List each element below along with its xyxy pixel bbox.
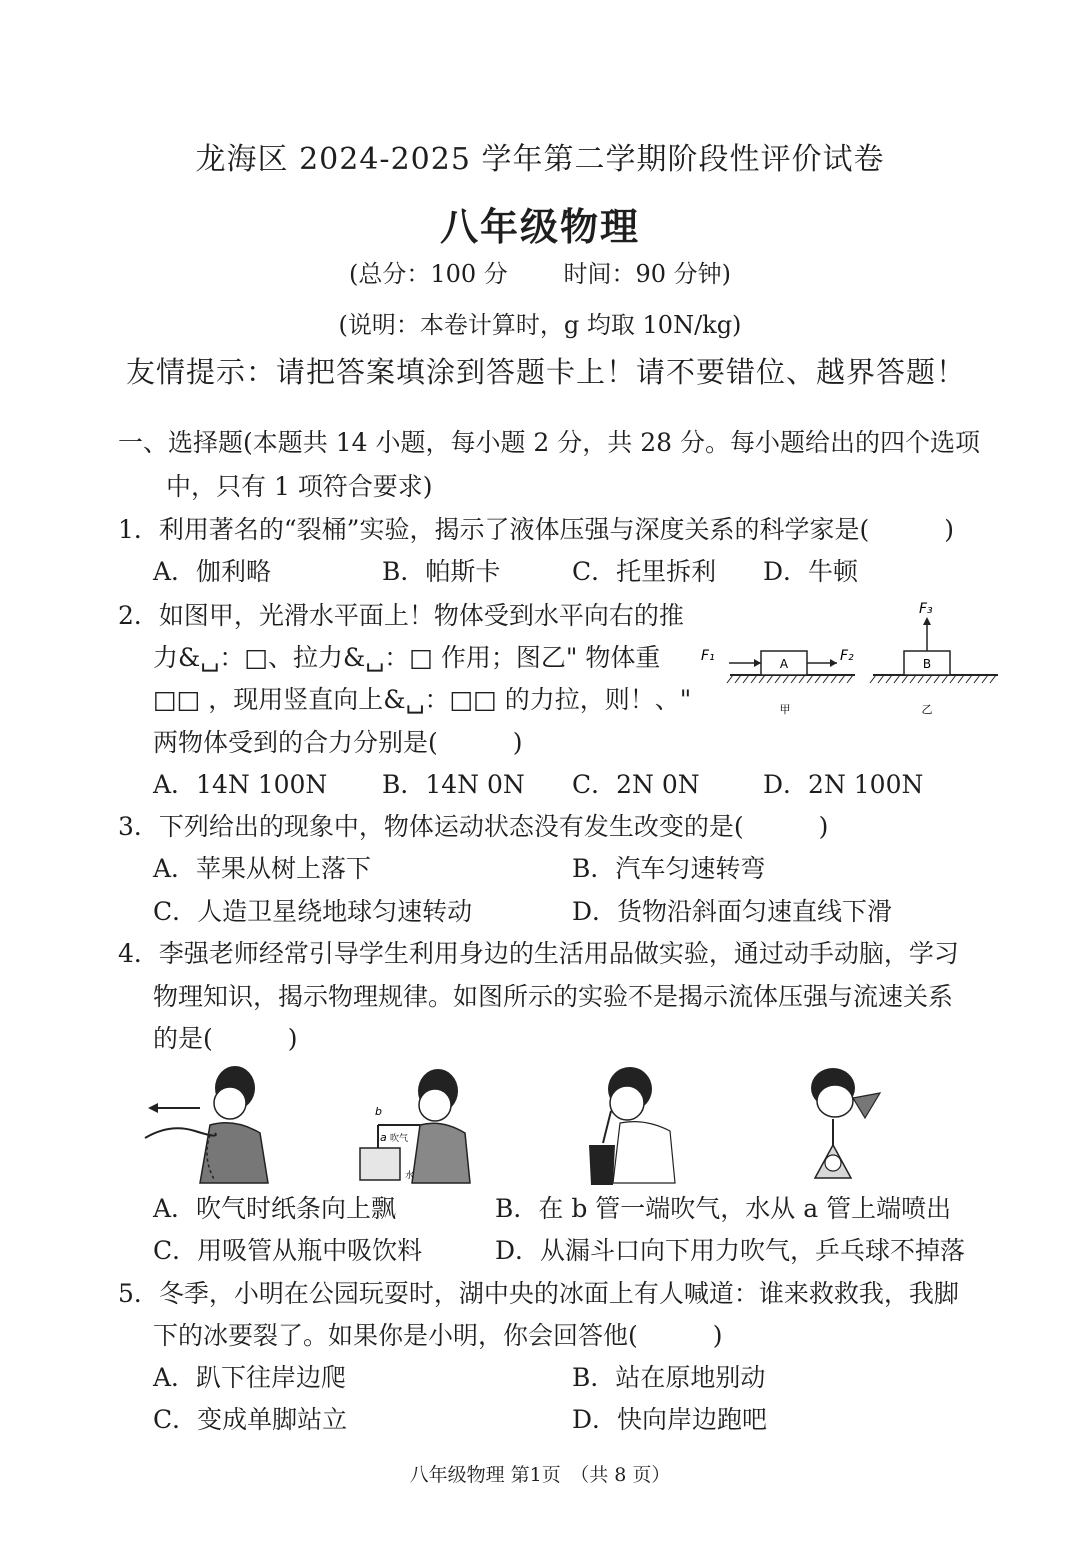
q4-option-a: A．吹气时纸条向上飘 — [153, 1194, 397, 1223]
q3-option-d: D．货物沿斜面匀速直线下滑 — [572, 897, 893, 926]
q1-option-c: C．托里拆利 — [572, 557, 717, 586]
exam-time: 时间：90 分钟) — [563, 260, 731, 288]
force-f1-label: F₁ — [701, 648, 715, 664]
water-label: 水 — [405, 1171, 415, 1181]
calc-note: (说明：本卷计算时，g 均取 10N/kg) — [338, 311, 742, 339]
q5-option-a: A．趴下往岸边爬 — [153, 1363, 347, 1392]
q5-option-b: B．站在原地别动 — [572, 1363, 766, 1392]
block-b-label: B — [922, 657, 932, 671]
q2-line-4: 两物体受到的合力分别是( ) — [153, 728, 523, 757]
q2-option-d: D．2N 100N — [763, 770, 924, 799]
blow-label: 吹气 — [390, 1134, 409, 1144]
page-footer: 八年级物理 第1页 （共 8 页） — [409, 1464, 671, 1486]
q2-option-a: A．14N 100N — [153, 770, 328, 799]
q2-line-3: □□ ，现用竖直向上&␣：□□ 的力拉，则！、" — [153, 685, 692, 714]
q4-option-d: D．从漏斗口向下用力吹气，乒乓球不掉落 — [495, 1236, 966, 1265]
q2-line-2: 力&␣：□、拉力&␣：□ 作用；图乙" 物体重 — [153, 643, 661, 672]
figure-c-straw — [575, 1063, 695, 1185]
q1-option-d: D．牛顿 — [763, 557, 859, 586]
figure-b-two-tubes — [350, 1063, 480, 1185]
q5-line-2: 下的冰要裂了。如果你是小明，你会回答他( ) — [153, 1321, 723, 1350]
subject-title: 八年级物理 — [439, 205, 640, 249]
q4-line-1: 4．李强老师经常引导学生利用身边的生活用品做实验，通过动手动脑，学习 — [118, 939, 959, 968]
figure-d-funnel — [785, 1063, 905, 1185]
q5-option-d: D．快向岸边跑吧 — [572, 1405, 768, 1434]
caption-yi: 乙 — [921, 703, 933, 716]
figure-a-paper-strip — [140, 1063, 280, 1185]
q2-option-b: B．14N 0N — [382, 770, 525, 799]
q3-option-a: A．苹果从树上落下 — [153, 854, 372, 883]
q4-line-2: 物理知识，揭示物理规律。如图所示的实验不是揭示流体压强与流速关系 — [153, 982, 954, 1011]
q3-option-b: B．汽车匀速转弯 — [572, 854, 766, 883]
q5-option-c: C．变成单脚站立 — [153, 1405, 348, 1434]
q2-line-1: 2．如图甲，光滑水平面上！物体受到水平向右的推 — [118, 601, 684, 630]
exam-meta — [0, 254, 1080, 289]
exam-title: 龙海区 2024-2025 学年第二学期阶段性评价试卷 — [195, 142, 885, 177]
q1-stem: 1．利用著名的“裂桶”实验，揭示了液体压强与深度关系的科学家是( ) — [118, 515, 954, 544]
q1-option-a: A．伽利略 — [153, 557, 272, 586]
tube-a-label: a — [380, 1131, 387, 1144]
q4-option-c: C．用吸管从瓶中吸饮料 — [153, 1236, 423, 1265]
force-f2-label: F₂ — [840, 648, 854, 664]
q2-force-figure — [695, 595, 1010, 725]
friendly-tip: 友情提示：请把答案填涂到答题卡上！请不要错位、越界答题！ — [126, 355, 967, 389]
q3-option-c: C．人造卫星绕地球匀速转动 — [153, 897, 473, 926]
q1-option-b: B．帕斯卡 — [382, 557, 501, 586]
q4-line-3: 的是( ) — [153, 1024, 298, 1053]
q3-stem: 3．下列给出的现象中，物体运动状态没有发生改变的是( ) — [118, 812, 829, 841]
q4-option-b: B．在 b 管一端吹气，水从 a 管上端喷出 — [495, 1194, 952, 1223]
total-score: (总分：100 分 — [349, 260, 508, 288]
tube-b-label: b — [375, 1105, 382, 1118]
block-a-label: A — [779, 657, 789, 671]
section-heading: 一、选择题(本题共 14 小题，每小题 2 分，共 28 分。每小题给出的四个选项 — [118, 428, 980, 457]
q5-line-1: 5．冬季，小明在公园玩耍时，湖中央的冰面上有人喊道：谁来救救我，我脚 — [118, 1279, 959, 1308]
section-heading-cont: 中，只有 1 项符合要求) — [166, 472, 433, 501]
q2-option-c: C．2N 0N — [572, 770, 700, 799]
caption-jia: 甲 — [779, 703, 791, 716]
force-f3-label: F₃ — [919, 601, 933, 617]
